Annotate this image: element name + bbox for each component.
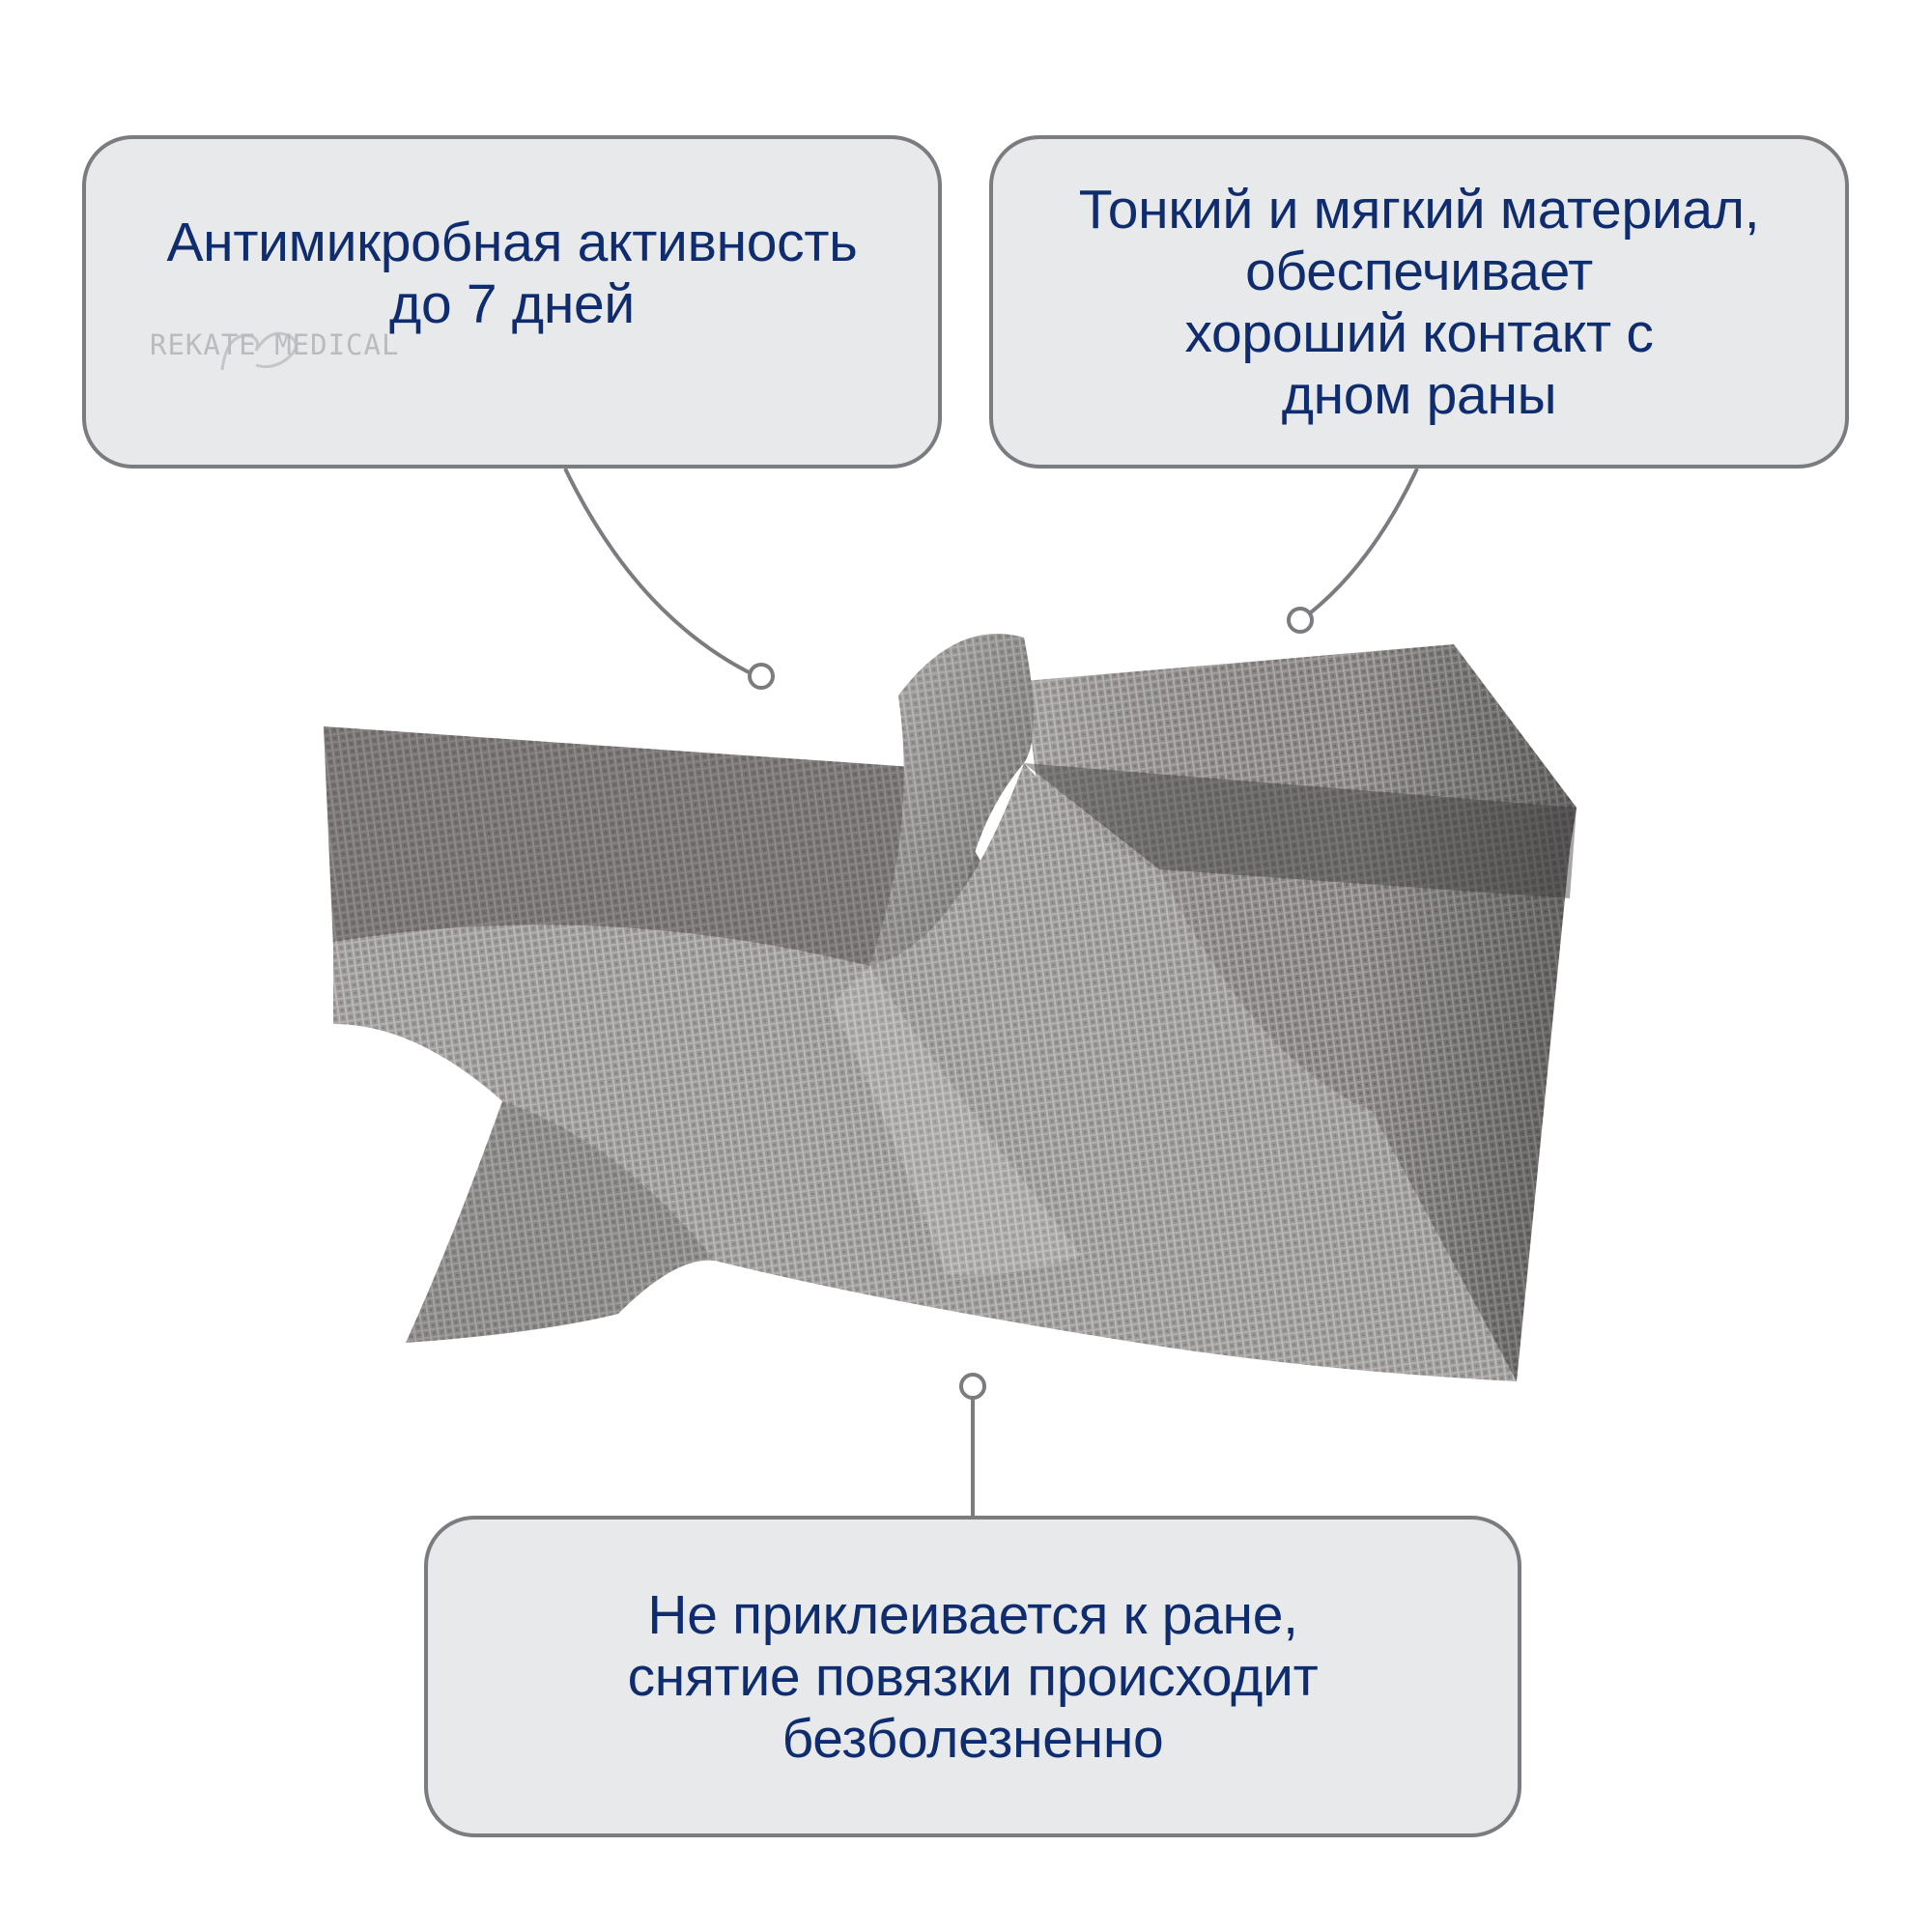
connector-line-right [1306, 469, 1417, 616]
connector-pin-right [1289, 609, 1312, 632]
watermark-text: REKATE MEDICAL [150, 328, 400, 361]
callout-antimicrobial-text: Антимикробная активность до 7 дней [166, 211, 858, 335]
callout-non-adhesive [424, 1516, 1521, 1837]
callout-antimicrobial [82, 135, 942, 469]
callout-soft-material [989, 135, 1849, 469]
dressing-image [324, 634, 1577, 1381]
callout-non-adhesive-text: Не приклеивается к ране, снятие повязки происходит безболезненно [627, 1583, 1319, 1770]
connector-pin-bottom [961, 1375, 984, 1398]
connector-line-left [565, 469, 756, 676]
connector-pin-left [750, 665, 773, 688]
callout-soft-material-text: Тонкий и мягкий материал, обеспечивает хороший контакт с дном раны [1078, 178, 1760, 426]
